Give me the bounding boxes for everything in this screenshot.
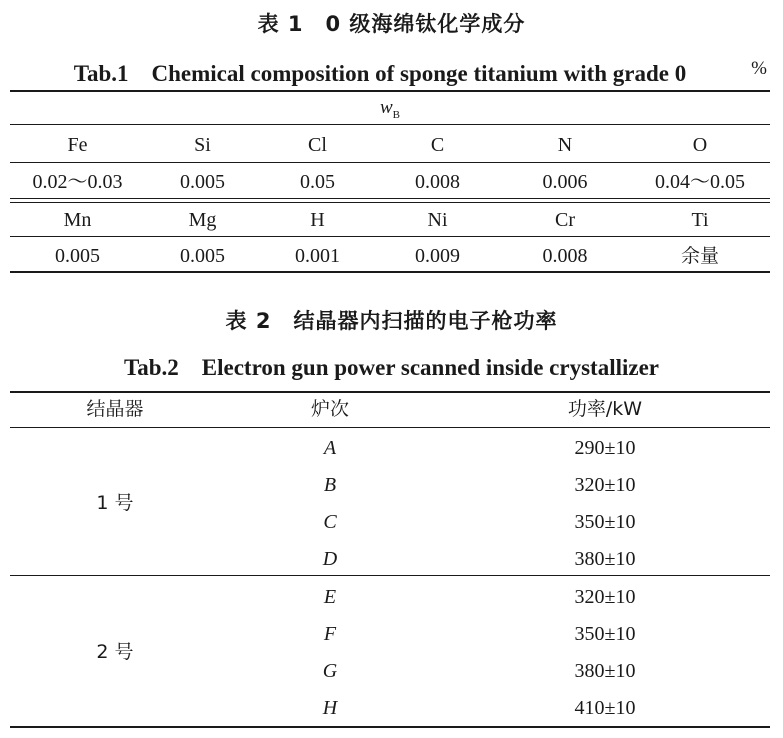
t2-group-name: 2 号 bbox=[96, 641, 134, 663]
t1-r1-header: Fe bbox=[67, 134, 88, 156]
t2-header-heat: 炉次 bbox=[310, 398, 349, 420]
t1-r1-value: 0.04～0.05 bbox=[655, 171, 745, 193]
t2-heat: F bbox=[323, 623, 337, 645]
table1-unit: % bbox=[751, 58, 767, 79]
table2-title-en: Tab.2 Electron gun power scanned inside crystallizer bbox=[124, 355, 659, 380]
t1-r2-header: Mg bbox=[188, 209, 217, 231]
t2-heat: A bbox=[323, 437, 337, 459]
t2-heat: D bbox=[322, 548, 338, 570]
t2-power: 350±10 bbox=[574, 511, 636, 533]
t2-group-name: 1 号 bbox=[96, 492, 134, 514]
t1-r1-header: N bbox=[557, 134, 573, 156]
table1-top-rule bbox=[10, 90, 770, 92]
table1-row-rule bbox=[10, 162, 770, 163]
t2-heat: C bbox=[323, 511, 337, 533]
table2-header-rule bbox=[10, 427, 770, 428]
t2-power: 290±10 bbox=[574, 437, 636, 459]
table1-row-rule bbox=[10, 236, 770, 237]
table1-double-rule-a bbox=[10, 198, 770, 199]
t2-heat: H bbox=[322, 697, 338, 719]
t1-r1-value: 0.02～0.03 bbox=[32, 171, 123, 193]
t1-r2-value: 0.009 bbox=[415, 245, 460, 267]
t2-header-crystallizer: 结晶器 bbox=[86, 398, 144, 420]
t1-r1-value: 0.05 bbox=[300, 171, 335, 193]
t1-r2-value: 余量 bbox=[680, 245, 719, 267]
t2-power: 380±10 bbox=[574, 548, 636, 570]
t2-power: 350±10 bbox=[574, 623, 636, 645]
t1-r1-header: O bbox=[692, 134, 708, 156]
t2-heat: E bbox=[323, 586, 337, 608]
table1-title-cn: 表 1 0 级海绵钛化学成分 bbox=[257, 12, 526, 36]
t1-r1-value: 0.008 bbox=[415, 171, 460, 193]
table1-wb-rule bbox=[10, 124, 770, 125]
t2-heat: G bbox=[322, 660, 338, 682]
t1-r2-value: 0.001 bbox=[295, 245, 340, 267]
t1-r2-header: Cr bbox=[555, 209, 575, 231]
t1-r1-value: 0.005 bbox=[180, 171, 225, 193]
table2-bottom-rule bbox=[10, 726, 770, 728]
table1-double-rule-b bbox=[10, 202, 770, 203]
table2-top-rule bbox=[10, 391, 770, 393]
table1-bottom-rule bbox=[10, 271, 770, 273]
t2-heat: B bbox=[323, 474, 337, 496]
t1-r2-header: Mn bbox=[63, 209, 92, 231]
table1-title-en: Tab.1 Chemical composition of sponge titanium with grade 0 bbox=[73, 61, 687, 86]
table2-title-cn: 表 2 结晶器内扫描的电子枪功率 bbox=[225, 309, 558, 333]
table1-wb-label: $w_B$ bbox=[379, 97, 401, 121]
t1-r2-header: H bbox=[310, 209, 325, 231]
t1-r1-header: C bbox=[430, 134, 445, 156]
t1-r1-header: Si bbox=[194, 134, 211, 156]
t1-r1-value: 0.006 bbox=[542, 171, 588, 193]
t1-r2-value: 0.005 bbox=[55, 245, 100, 267]
t2-power: 380±10 bbox=[574, 660, 636, 682]
t2-power: 320±10 bbox=[574, 586, 636, 608]
t1-r2-header: Ni bbox=[427, 209, 448, 231]
t1-r1-header: Cl bbox=[308, 134, 327, 156]
t2-power: 410±10 bbox=[574, 697, 636, 719]
t2-header-power: 功率/kW bbox=[567, 398, 643, 420]
t1-r2-value: 0.005 bbox=[180, 245, 225, 267]
t2-power: 320±10 bbox=[574, 474, 636, 496]
table2-group-rule bbox=[10, 575, 770, 576]
t1-r2-header: Ti bbox=[691, 209, 709, 231]
t1-r2-value: 0.008 bbox=[542, 245, 588, 267]
